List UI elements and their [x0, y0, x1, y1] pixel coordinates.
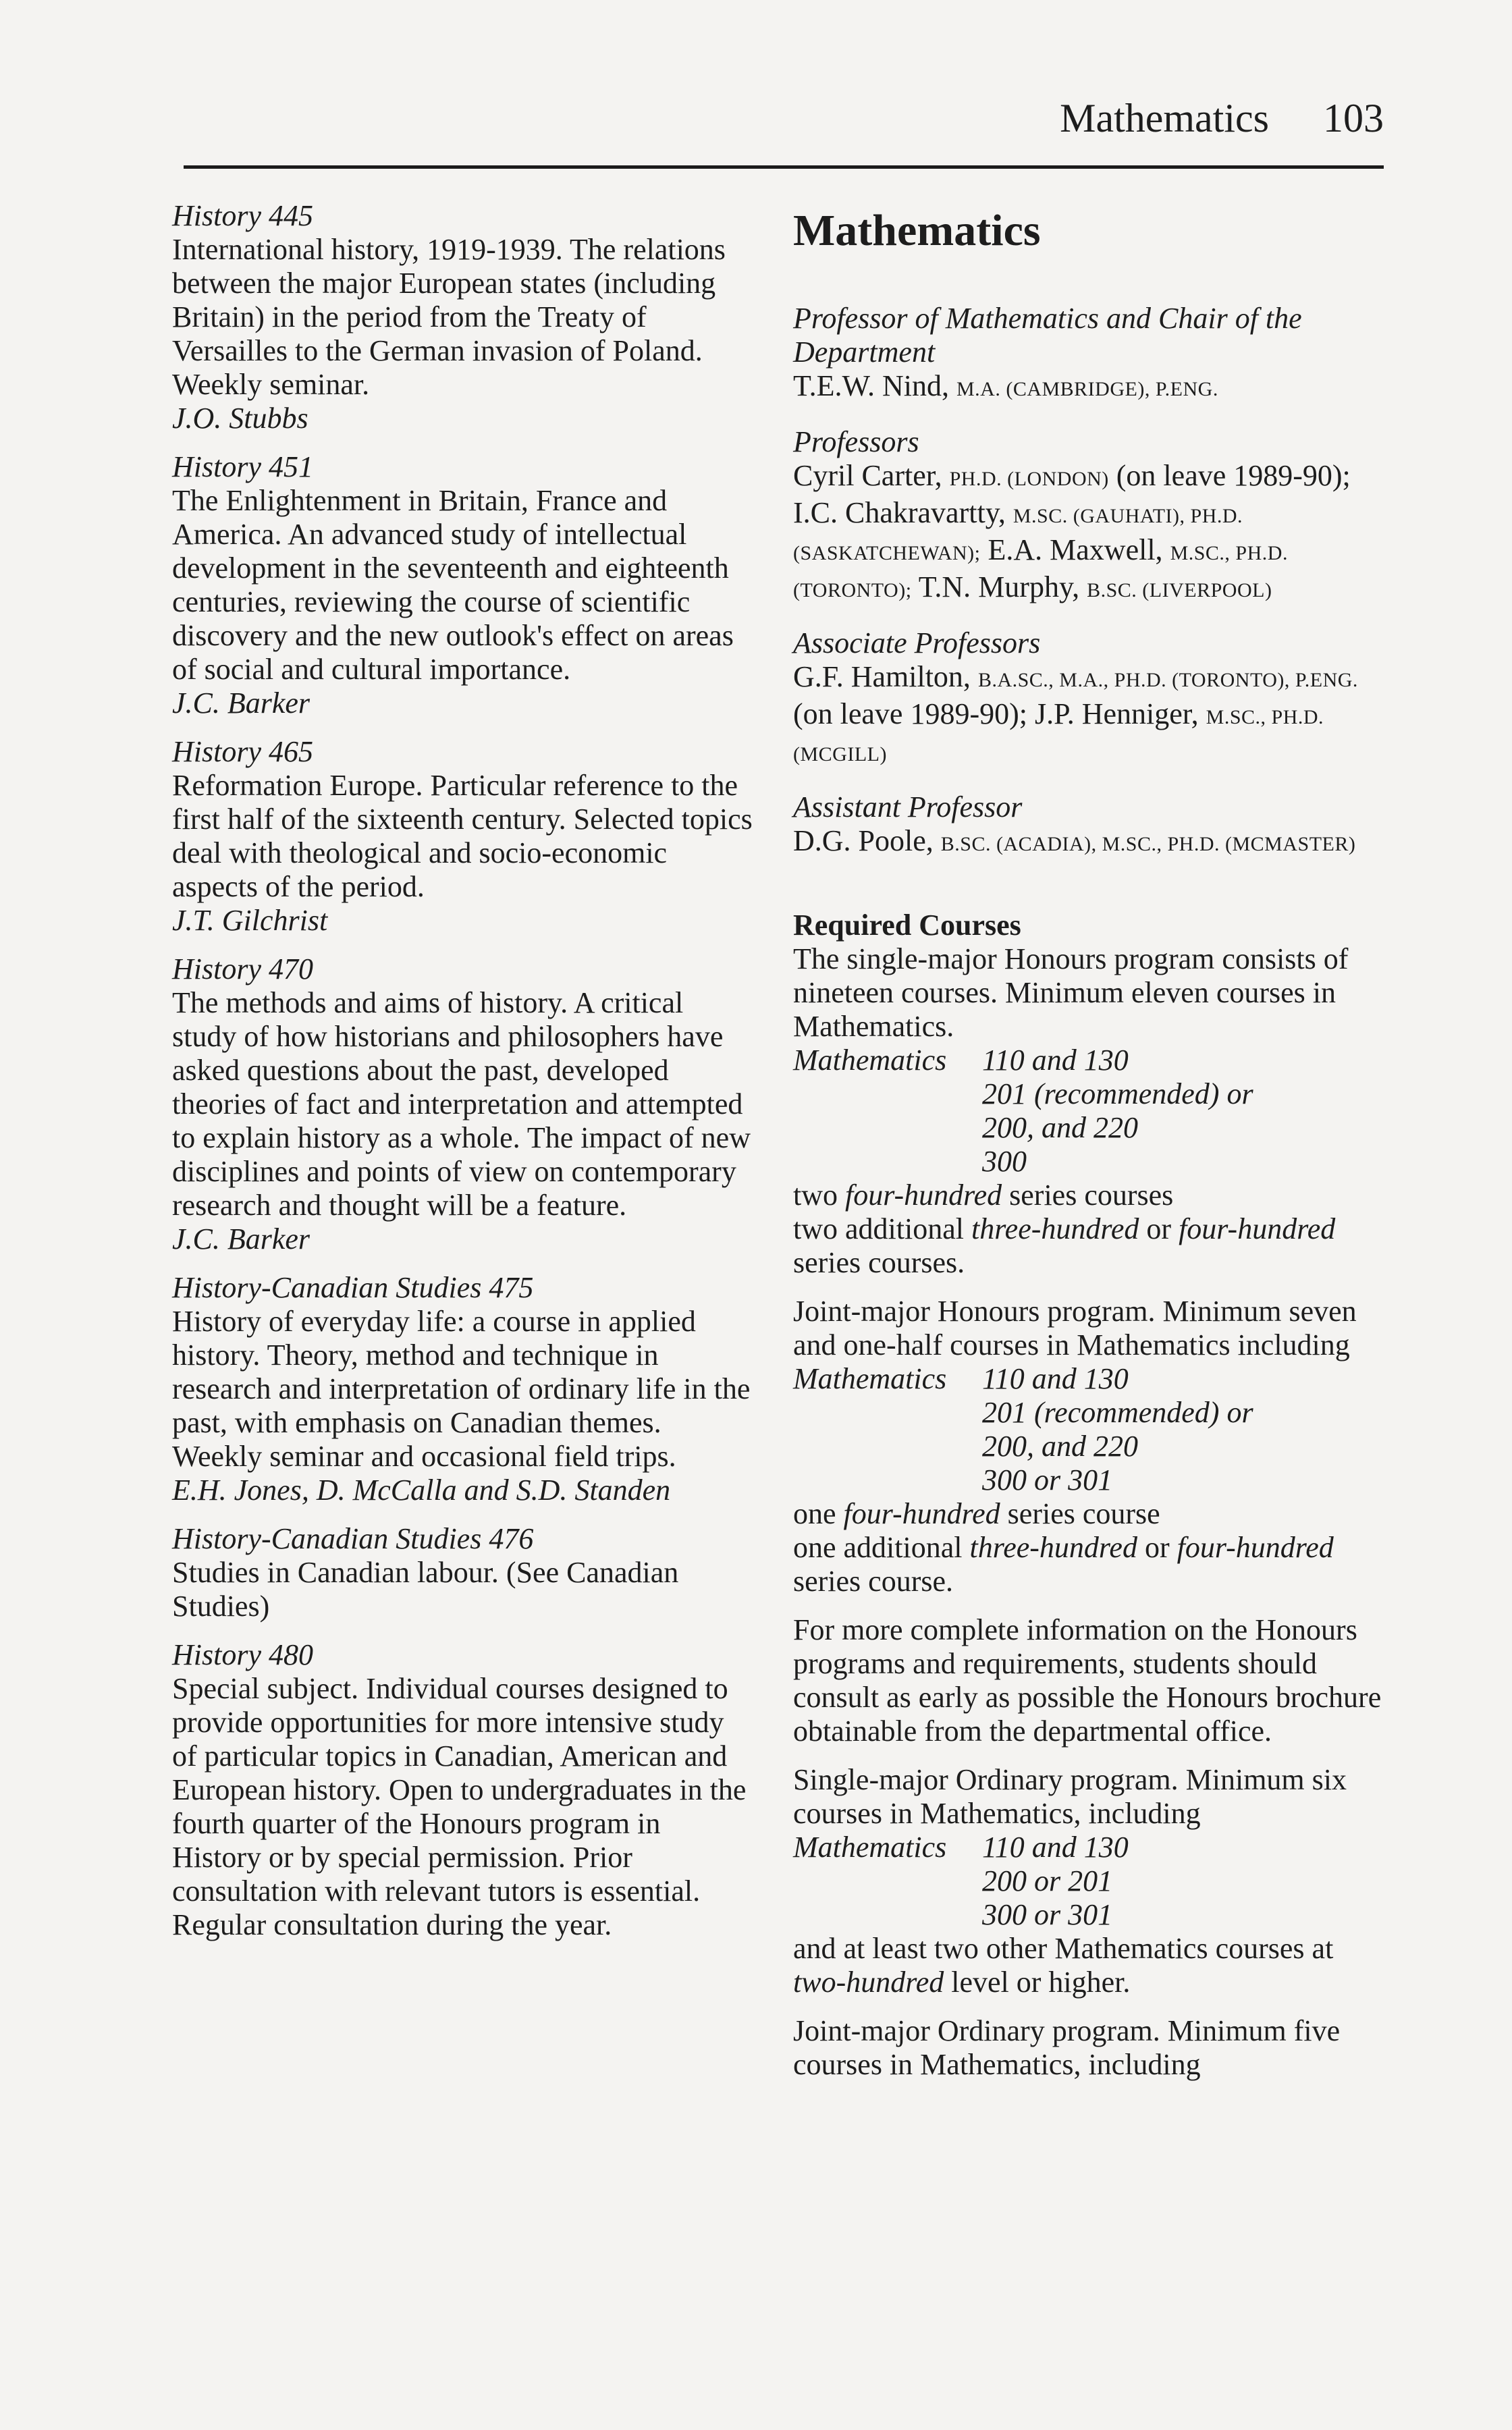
faculty-name: E.A. Maxwell, — [988, 533, 1163, 566]
requirement-value: 200 or 201 — [982, 1864, 1113, 1897]
joint-major-ordinary — [793, 2014, 1387, 2082]
requirement-line — [793, 1932, 1387, 1999]
text-run: four-hundred — [843, 1497, 1000, 1530]
faculty-degrees: PH.D. (LONDON) — [949, 468, 1109, 490]
text-run: series course. — [793, 1565, 954, 1598]
text-run: or — [1144, 1531, 1170, 1564]
faculty-name: G.F. Hamilton, — [793, 660, 971, 693]
rank-title: Professors — [793, 425, 919, 458]
page-number: 103 — [1323, 96, 1384, 140]
course-description: The methods and aims of history. A critical study of how historians and philosophers have asked questions about the past, developed theories of fact and interpretation and attempted to explain history as a whole. The impact of new disciplines and points of view on contemporary research and thought will be a feature. — [172, 986, 751, 1222]
requirement-label: Mathematics — [793, 1831, 947, 1864]
requirement-value: 200, and 220 — [982, 1430, 1138, 1463]
course-title: History 451 — [172, 450, 313, 483]
faculty-name: J.P. Henniger, — [1035, 697, 1199, 730]
faculty-name: I.C. Chakravartty, — [793, 496, 1006, 529]
course-title: History 465 — [172, 735, 313, 768]
course-entry — [172, 1522, 753, 1623]
joint-major-honours — [793, 1295, 1387, 1598]
requirement-line — [793, 1497, 1387, 1531]
program-intro: Joint-major Ordinary program. Minimum five courses in Mathematics, including — [793, 2014, 1341, 2081]
faculty-degrees: M.A. (CAMBRIDGE), P.ENG. — [956, 378, 1218, 400]
requirement-value: 201 (recommended) or — [982, 1077, 1253, 1110]
faculty-chair — [793, 302, 1387, 406]
requirement-row — [793, 1362, 1387, 1396]
course-instructor: J.C. Barker — [172, 1222, 310, 1256]
course-description: History of everyday life: a course in applied history. Theory, method and technique in research and interpretation of ordinary life in the past, with emphasis on Canadian themes. Weekly seminar and occasional field trips. — [172, 1305, 751, 1473]
faculty-note: (on leave 1989-90); — [1116, 459, 1351, 492]
program-intro: The single-major Honours program consists of nineteen courses. Minimum eleven courses in Mathematics. — [793, 942, 1349, 1043]
program-intro: Single-major Ordinary program. Minimum six courses in Mathematics, including — [793, 1763, 1347, 1830]
requirement-value: 110 and 130 — [982, 1044, 1129, 1077]
text-run: three-hundred — [969, 1531, 1137, 1564]
course-title: History-Canadian Studies 475 — [172, 1271, 534, 1304]
honours-info — [793, 1613, 1387, 1748]
requirement-value: 300 or 301 — [982, 1898, 1113, 1931]
course-title: History-Canadian Studies 476 — [172, 1522, 534, 1555]
requirement-line — [793, 1212, 1387, 1280]
course-description: Reformation Europe. Particular reference to the first half of the sixteenth century. Selected topics deal with theological and socio-economic aspects of the period. — [172, 769, 753, 903]
course-instructor: J.O. Stubbs — [172, 402, 308, 435]
requirement-line — [793, 1531, 1387, 1598]
course-title: History 470 — [172, 952, 313, 986]
course-entry — [172, 1271, 753, 1507]
requirement-row — [793, 1831, 1387, 1864]
course-description: Studies in Canadian labour. (See Canadian Studies) — [172, 1556, 679, 1623]
course-title: History 445 — [172, 199, 313, 232]
text-run: series course — [1007, 1497, 1160, 1530]
text-run: or — [1146, 1212, 1172, 1245]
requirement-value: 110 and 130 — [982, 1362, 1129, 1395]
requirement-value: 300 — [982, 1145, 1027, 1178]
course-entry — [172, 450, 753, 720]
requirement-label: Mathematics — [793, 1362, 947, 1395]
text-run: series courses — [1009, 1179, 1174, 1212]
course-description: International history, 1919-1939. The relations between the major European states (including Britain) in the period from the Treaty of Versailles to the German invasion of Poland. Weekly seminar. — [172, 233, 726, 401]
faculty-degrees: B.SC. (LIVERPOOL) — [1087, 579, 1272, 601]
left-column — [172, 199, 753, 1957]
course-instructor: J.T. Gilchrist — [172, 904, 328, 937]
course-title: History 480 — [172, 1638, 313, 1671]
course-instructor: E.H. Jones, D. McCalla and S.D. Standen — [172, 1474, 671, 1507]
course-instructor: J.C. Barker — [172, 686, 310, 720]
faculty-name: T.N. Murphy, — [918, 570, 1080, 603]
faculty-name: D.G. Poole, — [793, 824, 934, 857]
requirement-label: Mathematics — [793, 1044, 947, 1077]
paragraph: For more complete information on the Honours programs and requirements, students should consult as early as possible the Honours brochure obtainable from the departmental office. — [793, 1613, 1382, 1748]
running-head — [1060, 98, 1384, 138]
text-run: two — [793, 1179, 838, 1212]
faculty-degrees: M.SC., PH.D. (MCGILL) — [793, 706, 1324, 765]
single-major-honours — [793, 942, 1387, 1280]
text-run: level or higher. — [951, 1966, 1131, 1999]
requirement-value: 201 (recommended) or — [982, 1396, 1253, 1429]
course-entry — [172, 1638, 753, 1942]
required-courses-heading: Required Courses — [793, 909, 1021, 942]
single-major-ordinary — [793, 1763, 1387, 1999]
faculty-degrees: B.A.SC., M.A., PH.D. (TORONTO), P.ENG. — [977, 669, 1358, 691]
requirement-value: 200, and 220 — [982, 1111, 1138, 1144]
course-entry — [172, 735, 753, 938]
text-run: two additional — [793, 1212, 964, 1245]
faculty-professors — [793, 425, 1387, 608]
text-run: and at least two other Mathematics courses at — [793, 1932, 1334, 1965]
rank-title: Assistant Professor — [793, 790, 1023, 824]
rank-title: Associate Professors — [793, 626, 1041, 659]
text-run: three-hundred — [971, 1212, 1139, 1245]
rank-title: Professor of Mathematics and Chair of the Department — [793, 302, 1302, 369]
text-run: one additional — [793, 1531, 963, 1564]
section-title: Mathematics — [793, 206, 1041, 255]
faculty-names — [793, 824, 1387, 861]
faculty-name: Cyril Carter, — [793, 459, 942, 492]
right-column — [793, 199, 1387, 2097]
faculty-names — [793, 369, 1387, 406]
requirement-value: 300 or 301 — [982, 1463, 1113, 1496]
faculty-degrees: M.SC., PH.D. (TORONTO); — [793, 542, 1288, 601]
faculty-name: T.E.W. Nind, — [793, 369, 949, 402]
requirement-value: 110 and 130 — [982, 1831, 1129, 1864]
faculty-note: (on leave 1989-90); — [793, 697, 1027, 730]
requirement-row — [793, 1044, 1387, 1077]
text-run: series courses. — [793, 1246, 965, 1279]
faculty-names — [793, 660, 1387, 772]
course-description: The Enlightenment in Britain, France and America. An advanced study of intellectual development in the seventeenth and eighteenth centuries, reviewing the course of scientific discovery and the new outlook's effect on areas of social and cultural importance. — [172, 484, 734, 686]
program-intro: Joint-major Honours program. Minimum seven and one-half courses in Mathematics including — [793, 1295, 1357, 1361]
faculty-names — [793, 459, 1387, 608]
faculty-assistant-professor — [793, 790, 1387, 861]
faculty-degrees: B.SC. (ACADIA), M.SC., PH.D. (MCMASTER) — [940, 833, 1356, 855]
requirement-line — [793, 1179, 1387, 1212]
running-head-title: Mathematics — [1060, 96, 1269, 140]
running-header — [184, 98, 1384, 169]
text-run: one — [793, 1497, 836, 1530]
text-run: two-hundred — [793, 1966, 944, 1999]
text-run: four-hundred — [845, 1179, 1002, 1212]
faculty-associate-professors — [793, 626, 1387, 772]
course-entry — [172, 952, 753, 1256]
text-run: four-hundred — [1179, 1212, 1336, 1245]
course-entry — [172, 199, 753, 435]
course-description: Special subject. Individual courses designed to provide opportunities for more intensive study of particular topics in Canadian, American and European history. Open to undergraduates in the fourth quarter of the Honours program in History or by special permission. Prior consultation with relevant tutors is essential. Regular consultation during the year. — [172, 1672, 747, 1941]
faculty-degrees: M.SC. (GAUHATI), PH.D. (SASKATCHEWAN); — [793, 505, 1243, 564]
text-run: four-hundred — [1177, 1531, 1334, 1564]
